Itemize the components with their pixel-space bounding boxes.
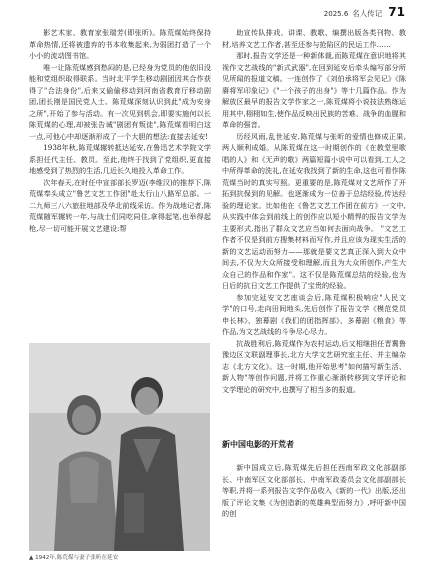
paragraph: 唯一让陈荒煤感到愁闷的是,已经身为党员的他依旧没能和党组织取得联系。当时北平学生移动剧团因其合作获得了"合法身份",后来又偷偷移动到河南省教育厅移动剧团,团长刚是国民党人士。陈荒煤深刻认识到此"成为安身之所",开始了参与活动。有一次见到机会,即要实施何以长陈荒煤的心理,却被张告诫"剧团有叛徒",陈荒煤看明白这一点,可他心中却逐渐形成了一个大胆的想法:直接去延安! xyxy=(29,62,211,141)
paragraph: 历经风雨,乱世延安,陈荒煤与张昕的爱情也修成正果,两人顺利成婚。从陈荒煤在这一时期创作的《在教堂里歌唱的人》和《无声的歌》两篇短篇小说中可以看到,工人之中所得革命的洗礼,在延安我找到了新的生命,这也可看作陈荒煤当时的真实写照。更重要的是,陈荒煤对文艺所作了开拓到抗保到的见解。也逐渐成为一位善于总结经验,传达经验的理论家。比如他在《鲁艺文艺工作团在前方》一文中,从实践中体会到前线上的创作应以短小精悍的报告文学为主要形式,指出了群众文艺应当如何去面向战争。 "文艺工作者不仅是到前方搜集材料而写作,并且应该为现实生活的新的文艺运动而努力——那就是要文艺真正深入到大众中间去,不仅为大众所接受和理解,而且为大众所创作,产生大众自己的作品和作家"。这不仅是陈荒煤总结的经验,也为日后的抗日文艺工作提供了宝贵的经验。 xyxy=(222,131,406,290)
paragraph: 影艺术家、教育家张瑞芳(即张昕)。陈荒煤始终保持革命热情,还将被遗弃的书本收集起来,为弱团打造了一个小小的流动图书馆。 xyxy=(29,28,211,60)
section-label: 名人传记 xyxy=(352,9,383,18)
couple-photo xyxy=(29,343,210,551)
right-column xyxy=(222,27,406,395)
paragraph: 次年春天,在时任中宣部部长罗迈(李维汉)的推荐下,陈荒煤奉头成立"鲁艺文艺工作团"赴太行山八路军总部。一二九师三八六旅驻地部及华北前线采访。作为战地记者,陈荒煤随军辗转一年,与战士们同吃同住,拿得起笔,也举得起枪,尽一切可能开展文艺建设:帮 xyxy=(29,177,211,233)
issue-label: 2025.6 xyxy=(323,10,349,18)
section-heading: 新中国电影的开荒者 xyxy=(222,440,294,449)
page-number: 71 xyxy=(388,5,405,19)
paragraph: 参加完延安文艺座谈会后,陈荒煤积极响应"人民文学"的口号,走向田间地头,先后创作了报告文学《模范党员申长林》、独幕剧《我们的团指挥部》、多幕剧《粮食》等作品,为文艺战线的斗争尽心尽力。 xyxy=(222,292,406,336)
paragraph: 1938年秋,陈荒煤辗转抵达延安,在鲁迅艺术学院文学系担任代主任、教员。至此,他终于找到了党组织,更直接地感受到了热烈的生活,几近长久地投入革命工作。 xyxy=(29,143,211,175)
right-column-lower xyxy=(222,462,406,520)
paragraph: 助宣传队排戏、讲课、教歌、编撰出版各类刊物、教材,培养文艺工作者,甚至还参与抢陷区的民运工作…… xyxy=(222,28,406,49)
paragraph: 那时,报告文学还是一种新体裁,而陈荒煤在意识地将其视作文艺战线的"新式武器",在回到延安后牵头编写部分所见所闻的报道文稿。一连创作了《刘伯承将军会见记》《陈赓将军印象记》《"一个孩子的出身"》等十几篇作品。作为解放区最早的报告文学作家之一,陈荒煤将小说技法熟练运用其中,栩栩如生,使作品反映出民族的苦难、战争的血腥和革命的强音。 xyxy=(222,51,406,129)
photo-caption: ▲ 1942年,陈荒煤与妻子张昕在延安 xyxy=(29,555,119,561)
page-header xyxy=(324,5,405,19)
left-column xyxy=(29,27,211,234)
photo-illustration xyxy=(29,343,210,551)
paragraph: 抗战胜利后,陈荒煤作为农村运动,后又相继担任晋冀鲁豫边区文联副理事长,北方大学文艺研究室主任、并主编杂志《北方文化》。这一时期,他开始思考"如何描写新生活、新人物"等创作问题,并将工作重心渐渐转移到文学评论和文学理论的研究中,也撰写了相当多的报道。 xyxy=(222,338,406,394)
paragraph: 新中国成立后,陈荒煤先后担任西南军政文化部副部长、中南军区文化部部长、中南军政委员会文化部副部长等职,并将一系列报告文学作品收入《新的一代》出版,还出版了评论文集《为创造新的英雄典型而努力》,呼吁新中国的创 xyxy=(222,463,406,518)
